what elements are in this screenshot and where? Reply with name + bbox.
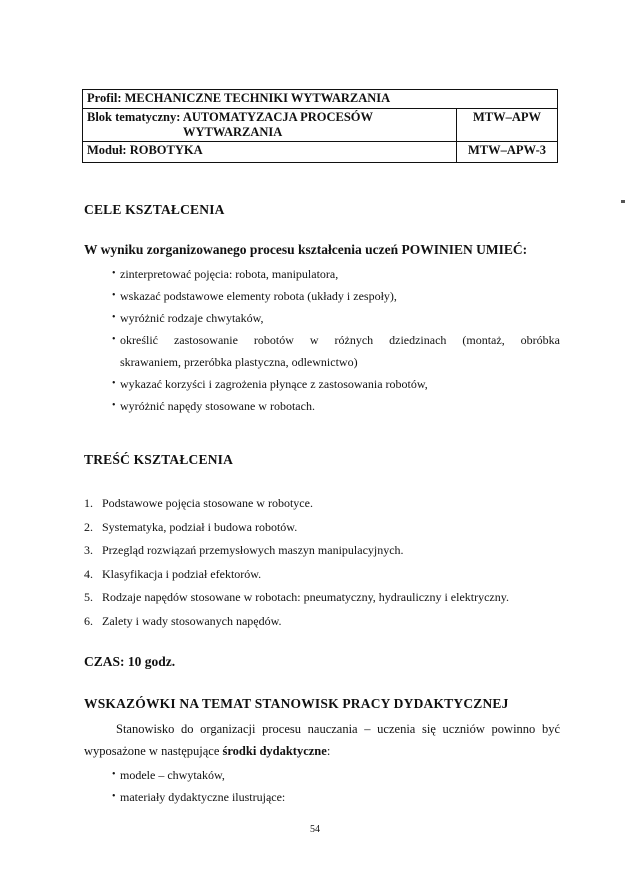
blok-code-cell: MTW–APW — [457, 109, 558, 142]
bullet-icon: • — [112, 400, 116, 411]
para-line2: wyposażone w następujące środki dydaktyczne: — [84, 744, 331, 758]
cele-heading: CELE KSZTAŁCENIA — [84, 202, 225, 217]
modul-cell: Moduł: ROBOTYKA — [83, 142, 457, 163]
list-item: • zinterpretować pojęcia: robota, manipulatora, — [84, 263, 560, 285]
module-header-table — [82, 89, 558, 163]
list-item: 2. Systematyka, podział i budowa robotów. — [84, 519, 298, 534]
blok-cell — [83, 109, 457, 142]
list-item: • wyróżnić napędy stosowane w robotach. — [84, 395, 560, 417]
wskazowki-paragraph — [84, 718, 560, 762]
header-row-profil — [83, 90, 558, 109]
bullet-icon: • — [112, 290, 116, 301]
list-item: • wskazać podstawowe elementy robota (układy i zespoły), — [84, 285, 560, 307]
profil-cell: Profil: MECHANICZNE TECHNIKI WYTWARZANIA — [83, 90, 558, 109]
blok-line1: Blok tematyczny: AUTOMATYZACJA PROCESÓW — [87, 110, 373, 124]
bullet-icon: • — [112, 334, 116, 345]
scan-edge-mark — [621, 200, 625, 203]
list-item: • materiały dydaktyczne ilustrujące: — [84, 786, 560, 808]
cele-lead: W wyniku zorganizowanego procesu kształcenia uczeń POWINIEN UMIEĆ: — [84, 242, 528, 257]
list-item: • wykazać korzyści i zagrożenia płynące z zastosowania robotów, — [84, 373, 560, 395]
list-item: • wyróżnić rodzaje chwytaków, — [84, 307, 560, 329]
page-number: 54 — [310, 824, 320, 835]
bullet-icon: • — [112, 268, 116, 279]
wskazowki-heading: WSKAZÓWKI NA TEMAT STANOWISK PRACY DYDAKTYCZNEJ — [84, 696, 509, 711]
para-line1: Stanowisko do organizacji procesu nauczania – uczenia się uczniów powinno być — [116, 722, 560, 736]
bullet-icon: • — [112, 791, 116, 802]
list-item: 1. Podstawowe pojęcia stosowane w robotyce. — [84, 496, 313, 510]
blok-line2: WYTWARZANIA — [183, 125, 283, 139]
cele-list — [84, 263, 560, 417]
header-row-modul — [83, 142, 558, 163]
header-row-blok — [83, 109, 558, 142]
list-item: 5. Rodzaje napędów stosowane w robotach: pneumatyczny, hydrauliczny i elektryczny. — [84, 590, 509, 605]
bullet-icon: • — [112, 312, 116, 323]
list-item: 4. Klasyfikacja i podział efektorów. — [84, 566, 262, 581]
tresc-list — [84, 492, 560, 634]
list-item: 3. Przegląd rozwiązań przemysłowych maszyn manipulacyjnych. — [84, 543, 404, 558]
bullet-icon: • — [112, 769, 116, 780]
list-item: • modele – chwytaków, — [84, 764, 560, 786]
para-bold-term: środki dydaktyczne — [222, 744, 327, 758]
tresc-heading: TREŚĆ KSZTAŁCENIA — [84, 452, 234, 467]
wskazowki-list — [84, 764, 560, 808]
bullet-icon: • — [112, 378, 116, 389]
modul-code-cell: MTW–APW-3 — [457, 142, 558, 163]
list-item: • określić zastosowanie robotów w różnych dziedzinach (montaż, obróbka skrawaniem, przeróbka plastyczna, odlewnictwo) — [84, 329, 560, 373]
czas-label: CZAS: 10 godz. — [84, 654, 176, 669]
list-item: 6. Zalety i wady stosowanych napędów. — [84, 613, 282, 628]
